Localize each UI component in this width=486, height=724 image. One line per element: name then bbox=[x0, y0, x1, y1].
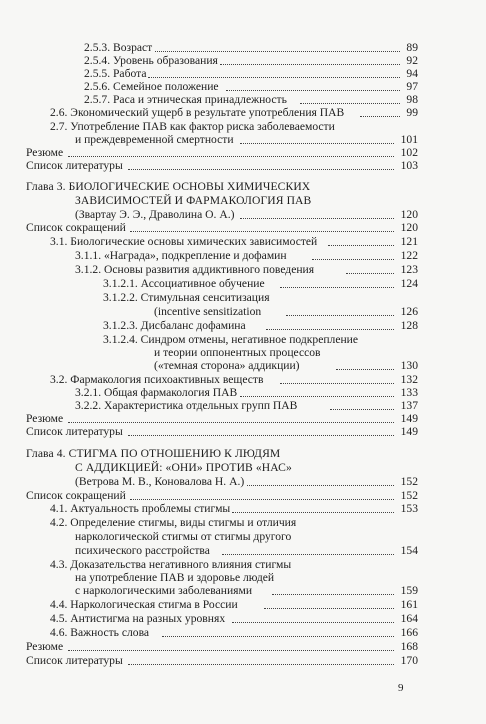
toc-entry bbox=[0, 462, 486, 474]
toc-entry bbox=[0, 181, 486, 193]
toc-entry-title: 2.5.4. Уровень образования bbox=[84, 54, 218, 67]
toc-entry-page: 101 bbox=[400, 133, 418, 146]
toc-dot-leader bbox=[360, 116, 400, 117]
toc-entry bbox=[0, 209, 486, 221]
toc-entry-title: 3.1. Биологические основы химических зависимостей bbox=[50, 235, 318, 248]
toc-entry-page: 132 bbox=[400, 373, 418, 386]
toc-dot-leader bbox=[240, 396, 394, 397]
toc-entry-title: 4.6. Важность слова bbox=[50, 626, 150, 639]
toc-entry-page: 98 bbox=[406, 93, 418, 106]
toc-entry-page: 120 bbox=[400, 208, 418, 221]
toc-dot-leader bbox=[68, 422, 394, 423]
toc-entry-page: 133 bbox=[400, 386, 418, 399]
toc-entry-title: 3.2. Фармакология психоактивных веществ bbox=[50, 373, 264, 386]
toc-entry-title: 2.6. Экономический ущерб в результате употребления ПАВ bbox=[50, 106, 345, 119]
toc-entry-page: 152 bbox=[400, 489, 418, 502]
toc-entry-title: наркологической стигмы от стигмы другого bbox=[75, 530, 292, 543]
toc-dot-leader bbox=[68, 156, 394, 157]
toc-entry-page: 170 bbox=[400, 654, 418, 667]
toc-entry-title: Список сокращений bbox=[26, 489, 126, 502]
toc-entry-title: 2.5.5. Работа bbox=[84, 67, 147, 80]
toc-entry-page: 103 bbox=[400, 159, 418, 172]
toc-entry-title: 3.1.1. «Награда», подкрепление и дофамин bbox=[75, 249, 287, 262]
toc-dot-leader bbox=[330, 409, 394, 410]
toc-entry-title: («темная сторона» аддикции) bbox=[154, 359, 300, 372]
toc-dot-leader bbox=[128, 664, 394, 665]
toc-entry bbox=[0, 278, 486, 290]
toc-entry-page: 128 bbox=[400, 319, 418, 332]
toc-entry-title: 3.2.2. Характеристика отдельных групп ПАВ bbox=[75, 399, 298, 412]
toc-dot-leader bbox=[226, 90, 400, 91]
toc-entry bbox=[0, 360, 486, 372]
toc-entry-title: Резюме bbox=[26, 412, 64, 425]
toc-chapter-heading: Глава 4. СТИГМА ПО ОТНОШЕНИЮ К ЛЮДЯМ bbox=[26, 447, 281, 460]
toc-entry-title: 2.5.6. Семейное положение bbox=[84, 80, 219, 93]
toc-entry-page: 130 bbox=[400, 359, 418, 372]
toc-entry bbox=[0, 531, 486, 543]
toc-entry-title: 3.1.2.1. Ассоциативное обучение bbox=[103, 277, 265, 290]
toc-entry-page: 154 bbox=[400, 544, 418, 557]
toc-entry-page: 161 bbox=[400, 598, 418, 611]
toc-dot-leader bbox=[346, 273, 394, 274]
toc-dot-leader bbox=[128, 169, 394, 170]
toc-entry-title: на употребление ПАВ и здоровье людей bbox=[75, 571, 275, 584]
toc-entry bbox=[0, 585, 486, 597]
toc-entry bbox=[0, 147, 486, 159]
toc-entry bbox=[0, 374, 486, 386]
toc-chapter-heading: С АДДИКЦИЕЙ: «ОНИ» ПРОТИВ «НАС» bbox=[75, 461, 292, 474]
toc-entry-page: 92 bbox=[406, 54, 418, 67]
toc-entry bbox=[0, 572, 486, 584]
toc-entry bbox=[0, 545, 486, 557]
toc-entry-title: 4.5. Антистигма на разных уровнях bbox=[50, 612, 226, 625]
toc-entry-title: (Ветрова М. В., Коновалова Н. А.) bbox=[75, 475, 245, 488]
toc-dot-leader bbox=[336, 369, 394, 370]
toc-entry-page: 102 bbox=[400, 146, 418, 159]
toc-entry-page: 159 bbox=[400, 584, 418, 597]
toc-entry-page: 168 bbox=[400, 640, 418, 653]
toc-entry-page: 149 bbox=[400, 425, 418, 438]
toc-dot-leader bbox=[272, 594, 394, 595]
toc-entry bbox=[0, 503, 486, 515]
toc-entry bbox=[0, 426, 486, 438]
toc-entry bbox=[0, 655, 486, 667]
toc-dot-leader bbox=[280, 383, 394, 384]
toc-dot-leader bbox=[264, 608, 394, 609]
toc-entry-title: Список сокращений bbox=[26, 221, 126, 234]
toc-entry-title: Резюме bbox=[26, 640, 64, 653]
toc-entry-title: (Звартау Э. Э., Драволина О. А.) bbox=[75, 208, 235, 221]
toc-entry-title: 3.1.2.3. Дисбаланс дофамина bbox=[103, 319, 246, 332]
toc-entry-title: 3.1.2.4. Синдром отмены, негативное подкрепление bbox=[103, 333, 359, 346]
toc-entry-title: Список литературы bbox=[26, 425, 123, 438]
toc-dot-leader bbox=[128, 435, 394, 436]
toc-entry-title: 4.3. Доказательства негативного влияния стигмы bbox=[50, 558, 292, 571]
toc-entry bbox=[0, 134, 486, 146]
toc-dot-leader bbox=[280, 287, 394, 288]
toc-entry bbox=[0, 292, 486, 304]
toc-entry-page: 97 bbox=[406, 80, 418, 93]
toc-dot-leader bbox=[148, 77, 400, 78]
toc-dot-leader bbox=[130, 231, 394, 232]
toc-entry bbox=[0, 627, 486, 639]
toc-entry bbox=[0, 476, 486, 488]
toc-dot-leader bbox=[220, 64, 400, 65]
toc-dot-leader bbox=[328, 245, 394, 246]
toc-entry bbox=[0, 195, 486, 207]
toc-entry bbox=[0, 400, 486, 412]
toc-entry-title: 2.5.3. Возраст bbox=[84, 41, 153, 54]
toc-entry bbox=[0, 320, 486, 332]
toc-entry-title: психического расстройства bbox=[75, 544, 210, 557]
toc-entry bbox=[0, 347, 486, 359]
toc-entry bbox=[0, 517, 486, 529]
toc-entry bbox=[0, 68, 486, 80]
toc-dot-leader bbox=[300, 103, 400, 104]
toc-entry-title: Резюме bbox=[26, 146, 64, 159]
toc-entry bbox=[0, 334, 486, 346]
toc-entry bbox=[0, 55, 486, 67]
toc-entry bbox=[0, 42, 486, 54]
toc-dot-leader bbox=[232, 512, 394, 513]
page-number: 9 bbox=[398, 682, 404, 694]
toc-entry bbox=[0, 599, 486, 611]
toc-dot-leader bbox=[130, 499, 394, 500]
toc-entry-page: 89 bbox=[406, 41, 418, 54]
toc-entry bbox=[0, 264, 486, 276]
toc-entry bbox=[0, 160, 486, 172]
toc-entry-title: 4.2. Определение стигмы, виды стигмы и отличия bbox=[50, 516, 297, 529]
toc-entry bbox=[0, 121, 486, 133]
toc-dot-leader bbox=[240, 143, 394, 144]
toc-chapter-heading: Глава 3. БИОЛОГИЧЕСКИЕ ОСНОВЫ ХИМИЧЕСКИХ bbox=[26, 180, 311, 193]
toc-entry-page: 123 bbox=[400, 263, 418, 276]
toc-entry bbox=[0, 94, 486, 106]
toc-entry bbox=[0, 236, 486, 248]
toc-entry bbox=[0, 413, 486, 425]
toc-entry bbox=[0, 613, 486, 625]
toc-entry-title: Список литературы bbox=[26, 654, 123, 667]
toc-entry bbox=[0, 306, 486, 318]
toc-entry-page: 126 bbox=[400, 305, 418, 318]
toc-entry bbox=[0, 448, 486, 460]
toc-dot-leader bbox=[150, 51, 400, 52]
toc-entry-title: 3.1.2.2. Стимульная сенситизация bbox=[103, 291, 270, 304]
toc-entry-page: 149 bbox=[400, 412, 418, 425]
toc-dot-leader bbox=[312, 259, 394, 260]
toc-entry-page: 153 bbox=[400, 502, 418, 515]
toc-entry-title: 3.1.2. Основы развития аддиктивного поведения bbox=[75, 263, 315, 276]
toc-entry-page: 124 bbox=[400, 277, 418, 290]
toc-entry-title: Список литературы bbox=[26, 159, 123, 172]
toc-entry bbox=[0, 250, 486, 262]
toc-entry-page: 164 bbox=[400, 612, 418, 625]
toc-entry-page: 122 bbox=[400, 249, 418, 262]
toc-entry-title: и теории оппонентных процессов bbox=[154, 346, 321, 359]
toc-dot-leader bbox=[232, 622, 394, 623]
toc-dot-leader bbox=[222, 554, 394, 555]
toc-entry bbox=[0, 81, 486, 93]
toc-dot-leader bbox=[244, 485, 394, 486]
toc-entry-title: и преждевременной смертности bbox=[75, 133, 234, 146]
toc-entry bbox=[0, 107, 486, 119]
toc-dot-leader bbox=[286, 315, 394, 316]
toc-entry-page: 152 bbox=[400, 475, 418, 488]
toc-entry-page: 121 bbox=[400, 235, 418, 248]
toc-entry-title: 4.4. Наркологическая стигма в России bbox=[50, 598, 238, 611]
toc-dot-leader bbox=[162, 636, 394, 637]
toc-entry-page: 120 bbox=[400, 221, 418, 234]
toc-entry-page: 94 bbox=[406, 67, 418, 80]
toc-dot-leader bbox=[266, 329, 394, 330]
toc-entry-title: 2.7. Употребление ПАВ как фактор риска заболеваемости bbox=[50, 120, 335, 133]
toc-entry bbox=[0, 641, 486, 653]
toc-chapter-heading: ЗАВИСИМОСТЕЙ И ФАРМАКОЛОГИЯ ПАВ bbox=[75, 194, 312, 207]
toc-dot-leader bbox=[68, 650, 394, 651]
toc-entry bbox=[0, 559, 486, 571]
toc-entry-page: 99 bbox=[406, 106, 418, 119]
toc-entry-title: с наркологическими заболеваниями bbox=[75, 584, 253, 597]
toc-entry-page: 166 bbox=[400, 626, 418, 639]
toc-entry-page: 137 bbox=[400, 399, 418, 412]
toc-entry-title: 2.5.7. Раса и этническая принадлежность bbox=[84, 93, 287, 106]
toc-entry bbox=[0, 490, 486, 502]
toc-dot-leader bbox=[240, 218, 394, 219]
toc-entry-title: 3.2.1. Общая фармакология ПАВ bbox=[75, 386, 238, 399]
toc-entry-title: 4.1. Актуальность проблемы стигмы bbox=[50, 502, 231, 515]
toc-entry-title: (incentive sensitization bbox=[154, 305, 262, 318]
toc-entry bbox=[0, 222, 486, 234]
toc-entry bbox=[0, 387, 486, 399]
